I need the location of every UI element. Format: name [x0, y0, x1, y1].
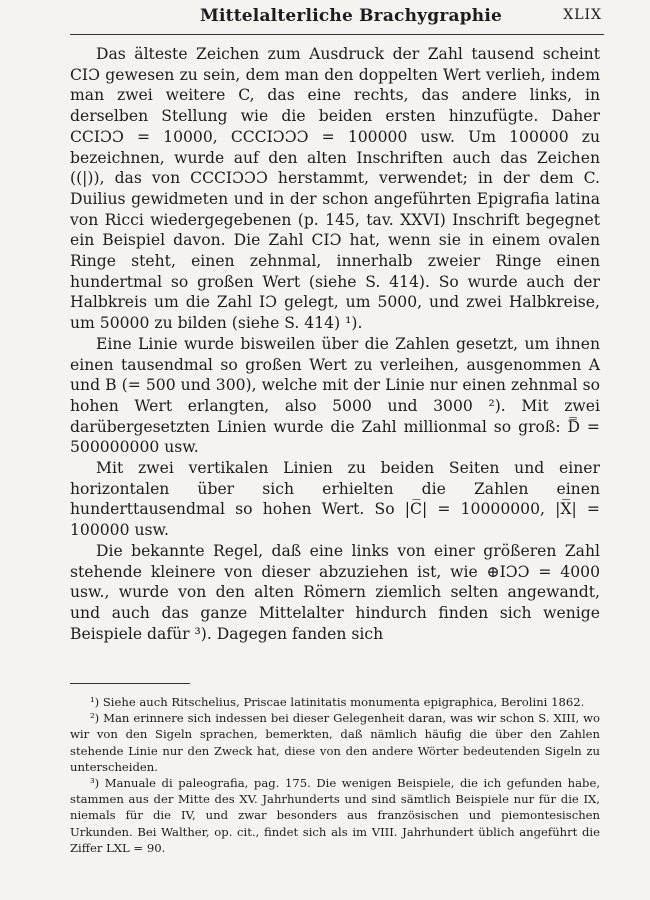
body-text: [70, 44, 600, 644]
footnote: ¹) Siehe auch Ritschelius, Priscae latinitatis monumenta epigraphica, Berolini 1862.: [90, 695, 585, 709]
page-number: XLIX: [563, 7, 602, 23]
footnote-rule: [70, 683, 190, 684]
paragraph: Eine Linie wurde bisweilen über die Zahlen gesetzt, um ihnen einen tausendmal so großen Wert zu verleihen, ausgenommen A und B (= 500 und 300), welche mit der Linie nur einen zehnmal so hohen Wert erlangten, also 5000 und 3000 ²). Mit zwei darübergesetzten Linien wurde die Zahl millionmal so groß: D̿ = 500000000 usw.: [70, 334, 600, 457]
footnote: ³) Manuale di paleografia, pag. 175. Die wenigen Beispiele, die ich gefunden habe, stammen aus der Mitte des XV. Jahrhunderts und sind sämtlich Beispiele nur für die IX, niemals für die IV, und zwar besonders aus französischen und piemontesischen Urkunden. Bei Walther, op. cit., findet sich als im VIII. Jahrhundert üblich angeführt die Ziffer LXL = 90.: [70, 776, 600, 855]
paragraph: Das älteste Zeichen zum Ausdruck der Zahl tausend scheint CIƆ gewesen zu sein, dem man den doppelten Wert verlieh, indem man zwei weitere C, das eine rechts, das andere links, in derselben Stellung wie die beiden ersten hinzufügte. Daher CCIƆƆ = 10000, CCCIƆƆƆ = 100000 usw. Um 100000 zu bezeichnen, wurde auf den alten Inschriften auch das Zeichen ((|)), das von CCCIƆƆƆ herstammt, verwendet; in der dem C. Duilius gewidmeten und in der schon angeführten Epigrafia latina von Ricci wiedergegebenen (p. 145, tav. XXVI) Inschrift begegnet ein Beispiel davon. Die Zahl CIƆ hat, wenn sie in einem ovalen Ringe steht, einen zehnmal, innerhalb zweier Ringe einen hundertmal so großen Wert (siehe S. 414). So wurde auch der Halbkreis um die Zahl IƆ gelegt, um 5000, und zwei Halbkreise, um 50000 zu bilden (siehe S. 414) ¹).: [70, 45, 600, 333]
running-title: Mittelalterliche Brachygraphie: [200, 6, 503, 26]
footnotes: [70, 694, 600, 856]
paragraph: Die bekannte Regel, daß eine links von einer größeren Zahl stehende kleinere von dieser abzuziehen ist, wie ⊕IƆƆ = 4000 usw., wurde von den alten Römern ziemlich selten angewandt, und auch das ganze Mittelalter hindurch finden sich wenige Beispiele dafür ³). Dagegen fanden sich: [70, 541, 600, 643]
header-rule: [70, 34, 604, 35]
running-header: [70, 4, 620, 30]
footnote: ²) Man erinnere sich indessen bei dieser Gelegenheit daran, was wir schon S. XIII, wo wir von den Sigeln sprachen, bemerkten, daß nämlich häufig die über den Zahlen stehende Linie nur den Zweck hat, diese von den andere Wörter bedeutenden Sigeln zu unterscheiden.: [70, 711, 600, 774]
paragraph: Mit zwei vertikalen Linien zu beiden Seiten und einer horizontalen über sich erhielten die Zahlen einen hunderttausendmal so hohen Wert. So |C̅| = 10000000, |X̅| = 100000 usw.: [70, 459, 600, 540]
